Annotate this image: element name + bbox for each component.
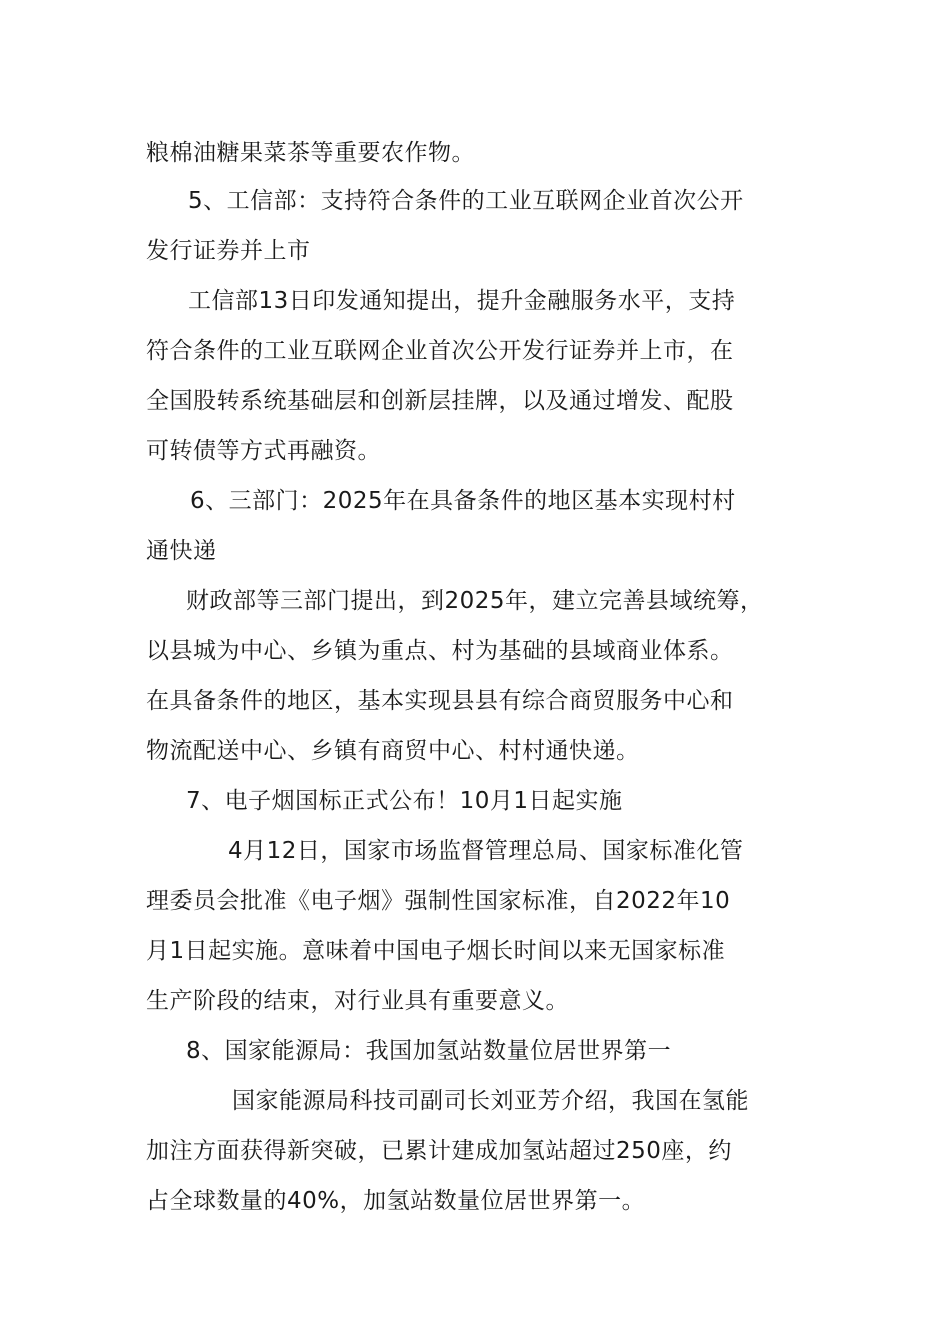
section-heading-8: 8、国家能源局：我国加氢站数量位居世界第一 xyxy=(186,1038,672,1064)
section-heading-7: 7、电子烟国标正式公布！10月1日起实施 xyxy=(186,788,623,814)
section-heading-5: 5、工信部：支持符合条件的工业互联网企业首次公开 xyxy=(188,188,744,214)
paragraph-line: 工信部13日印发通知提出，提升金融服务水平，支持 xyxy=(188,288,736,314)
paragraph-line: 物流配送中心、乡镇有商贸中心、村村通快递。 xyxy=(146,738,640,764)
paragraph-line: 粮棉油糖果菜茶等重要农作物。 xyxy=(146,140,475,166)
section-heading-6: 6、三部门：2025年在具备条件的地区基本实现村村 xyxy=(190,488,736,514)
paragraph-line: 全国股转系统基础层和创新层挂牌，以及通过增发、配股 xyxy=(146,388,734,414)
paragraph-line: 财政部等三部门提出，到2025年，建立完善县域统筹， xyxy=(186,588,764,614)
paragraph-line: 可转债等方式再融资。 xyxy=(146,438,381,464)
paragraph-line: 理委员会批准《电子烟》强制性国家标准，自2022年10 xyxy=(146,888,731,914)
paragraph-line: 以县城为中心、乡镇为重点、村为基础的县域商业体系。 xyxy=(146,638,734,664)
paragraph-line: 在具备条件的地区，基本实现县县有综合商贸服务中心和 xyxy=(146,688,734,714)
paragraph-line: 生产阶段的结束，对行业具有重要意义。 xyxy=(146,988,569,1014)
paragraph-line: 加注方面获得新突破，已累计建成加氢站超过250座，约 xyxy=(146,1138,732,1164)
paragraph-line: 国家能源局科技司副司长刘亚芳介绍，我国在氢能 xyxy=(232,1088,749,1114)
section-heading-5-cont: 发行证券并上市 xyxy=(146,238,311,264)
paragraph-line: 符合条件的工业互联网企业首次公开发行证券并上市，在 xyxy=(146,338,734,364)
section-heading-6-cont: 通快递 xyxy=(146,538,217,564)
paragraph-line: 4月12日，国家市场监督管理总局、国家标准化管 xyxy=(228,838,744,864)
paragraph-line: 月1日起实施。意味着中国电子烟长时间以来无国家标准 xyxy=(146,938,726,964)
paragraph-line: 占全球数量的40%，加氢站数量位居世界第一。 xyxy=(146,1188,646,1214)
